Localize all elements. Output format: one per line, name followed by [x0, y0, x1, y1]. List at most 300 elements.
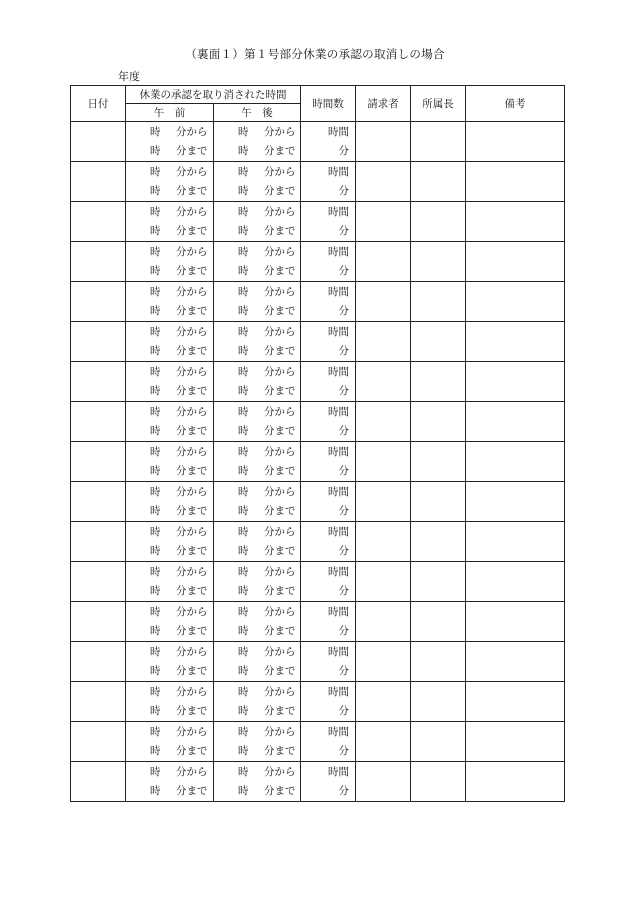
to-label: 分まで	[176, 304, 208, 317]
hour-label: 時	[150, 544, 161, 557]
to-label: 分まで	[264, 664, 296, 677]
pm-time-cell[interactable]	[214, 322, 301, 362]
minutes-unit: 分	[338, 704, 349, 717]
header-pm: 午 後	[214, 104, 301, 122]
hours-unit: 時間	[328, 285, 349, 298]
from-label: 分から	[264, 565, 296, 578]
hour-label: 時	[150, 224, 161, 237]
to-label: 分まで	[176, 504, 208, 517]
from-label: 分から	[264, 125, 296, 138]
pm-time-cell[interactable]	[214, 362, 301, 402]
date-cell[interactable]	[71, 322, 126, 362]
hour-label: 時	[150, 744, 161, 757]
to-label: 分まで	[176, 344, 208, 357]
header-remarks: 備考	[466, 86, 565, 122]
remarks-cell[interactable]	[466, 442, 565, 482]
header-date: 日付	[71, 86, 126, 122]
hour-label: 時	[238, 285, 249, 298]
from-label: 分から	[176, 365, 208, 378]
requester-cell[interactable]	[356, 482, 411, 522]
from-label: 分から	[264, 525, 296, 538]
to-label: 分まで	[264, 464, 296, 477]
requester-cell[interactable]	[356, 242, 411, 282]
am-time-cell[interactable]	[126, 122, 214, 162]
am-time-cell[interactable]	[126, 282, 214, 322]
duration-cell[interactable]	[301, 162, 356, 202]
hour-label: 時	[150, 184, 161, 197]
am-time-cell[interactable]	[126, 562, 214, 602]
from-label: 分から	[264, 765, 296, 778]
remarks-cell[interactable]	[466, 122, 565, 162]
hour-label: 時	[150, 304, 161, 317]
from-label: 分から	[264, 365, 296, 378]
am-time-cell[interactable]	[126, 602, 214, 642]
requester-cell[interactable]	[356, 762, 411, 802]
from-label: 分から	[176, 725, 208, 738]
to-label: 分まで	[176, 144, 208, 157]
minutes-unit: 分	[338, 224, 349, 237]
remarks-cell[interactable]	[466, 242, 565, 282]
to-label: 分まで	[264, 184, 296, 197]
to-label: 分まで	[264, 504, 296, 517]
date-cell[interactable]	[71, 242, 126, 282]
hour-label: 時	[238, 624, 249, 637]
hours-unit: 時間	[328, 165, 349, 178]
pm-time-cell[interactable]	[214, 562, 301, 602]
hour-label: 時	[238, 125, 249, 138]
chief-cell[interactable]	[411, 162, 466, 202]
hour-label: 時	[238, 205, 249, 218]
pm-time-cell[interactable]	[214, 282, 301, 322]
hour-label: 時	[238, 365, 249, 378]
table-row	[71, 602, 565, 642]
to-label: 分まで	[264, 384, 296, 397]
chief-cell[interactable]	[411, 682, 466, 722]
remarks-cell[interactable]	[466, 362, 565, 402]
hour-label: 時	[150, 704, 161, 717]
requester-cell[interactable]	[356, 322, 411, 362]
table-row	[71, 402, 565, 442]
requester-cell[interactable]	[356, 442, 411, 482]
hours-unit: 時間	[328, 365, 349, 378]
hour-label: 時	[150, 165, 161, 178]
duration-cell[interactable]	[301, 202, 356, 242]
to-label: 分まで	[176, 544, 208, 557]
hours-unit: 時間	[328, 685, 349, 698]
to-label: 分まで	[264, 344, 296, 357]
date-cell[interactable]	[71, 162, 126, 202]
from-label: 分から	[264, 605, 296, 618]
requester-cell[interactable]	[356, 682, 411, 722]
hour-label: 時	[238, 245, 249, 258]
hour-label: 時	[238, 264, 249, 277]
requester-cell[interactable]	[356, 642, 411, 682]
duration-cell[interactable]	[301, 282, 356, 322]
hour-label: 時	[238, 184, 249, 197]
chief-cell[interactable]	[411, 442, 466, 482]
pm-time-cell[interactable]	[214, 162, 301, 202]
duration-cell[interactable]	[301, 522, 356, 562]
hours-unit: 時間	[328, 765, 349, 778]
minutes-unit: 分	[338, 384, 349, 397]
hour-label: 時	[150, 405, 161, 418]
duration-cell[interactable]	[301, 682, 356, 722]
chief-cell[interactable]	[411, 282, 466, 322]
table-row	[71, 162, 565, 202]
table-row	[71, 362, 565, 402]
date-cell[interactable]	[71, 282, 126, 322]
pm-time-cell[interactable]	[214, 602, 301, 642]
remarks-cell[interactable]	[466, 602, 565, 642]
hour-label: 時	[238, 725, 249, 738]
pm-time-cell[interactable]	[214, 682, 301, 722]
to-label: 分まで	[264, 584, 296, 597]
from-label: 分から	[264, 685, 296, 698]
hour-label: 時	[238, 784, 249, 797]
remarks-cell[interactable]	[466, 482, 565, 522]
hour-label: 時	[238, 445, 249, 458]
am-time-cell[interactable]	[126, 162, 214, 202]
requester-cell[interactable]	[356, 522, 411, 562]
minutes-unit: 分	[338, 344, 349, 357]
hours-unit: 時間	[328, 125, 349, 138]
to-label: 分まで	[176, 224, 208, 237]
hour-label: 時	[238, 504, 249, 517]
from-label: 分から	[176, 485, 208, 498]
pm-time-cell[interactable]	[214, 122, 301, 162]
pm-time-cell[interactable]	[214, 722, 301, 762]
duration-cell[interactable]	[301, 722, 356, 762]
pm-time-cell[interactable]	[214, 442, 301, 482]
from-label: 分から	[264, 325, 296, 338]
remarks-cell[interactable]	[466, 762, 565, 802]
am-time-cell[interactable]	[126, 682, 214, 722]
hour-label: 時	[150, 765, 161, 778]
table-row	[71, 282, 565, 322]
hour-label: 時	[150, 624, 161, 637]
from-label: 分から	[264, 445, 296, 458]
hour-label: 時	[150, 525, 161, 538]
remarks-cell[interactable]	[466, 642, 565, 682]
hour-label: 時	[150, 285, 161, 298]
hours-unit: 時間	[328, 205, 349, 218]
requester-cell[interactable]	[356, 282, 411, 322]
remarks-cell[interactable]	[466, 202, 565, 242]
hour-label: 時	[150, 464, 161, 477]
header-chief: 所属長	[411, 86, 466, 122]
hour-label: 時	[150, 384, 161, 397]
duration-cell[interactable]	[301, 402, 356, 442]
remarks-cell[interactable]	[466, 722, 565, 762]
table-row	[71, 442, 565, 482]
from-label: 分から	[176, 765, 208, 778]
to-label: 分まで	[264, 264, 296, 277]
chief-cell[interactable]	[411, 522, 466, 562]
hour-label: 時	[238, 605, 249, 618]
pm-time-cell[interactable]	[214, 402, 301, 442]
date-cell[interactable]	[71, 522, 126, 562]
requester-cell[interactable]	[356, 402, 411, 442]
chief-cell[interactable]	[411, 402, 466, 442]
to-label: 分まで	[264, 624, 296, 637]
am-time-cell[interactable]	[126, 722, 214, 762]
hours-unit: 時間	[328, 525, 349, 538]
minutes-unit: 分	[338, 304, 349, 317]
pm-time-cell[interactable]	[214, 642, 301, 682]
to-label: 分まで	[176, 584, 208, 597]
requester-cell[interactable]	[356, 602, 411, 642]
from-label: 分から	[176, 285, 208, 298]
hour-label: 時	[150, 584, 161, 597]
date-cell[interactable]	[71, 642, 126, 682]
hour-label: 時	[150, 605, 161, 618]
hour-label: 時	[150, 325, 161, 338]
am-time-cell[interactable]	[126, 642, 214, 682]
to-label: 分まで	[264, 224, 296, 237]
date-cell[interactable]	[71, 122, 126, 162]
am-time-cell[interactable]	[126, 762, 214, 802]
chief-cell[interactable]	[411, 722, 466, 762]
hour-label: 時	[238, 584, 249, 597]
hours-unit: 時間	[328, 605, 349, 618]
to-label: 分まで	[176, 424, 208, 437]
from-label: 分から	[176, 205, 208, 218]
hour-label: 時	[238, 384, 249, 397]
minutes-unit: 分	[338, 264, 349, 277]
remarks-cell[interactable]	[466, 402, 565, 442]
to-label: 分まで	[176, 184, 208, 197]
duration-cell[interactable]	[301, 562, 356, 602]
requester-cell[interactable]	[356, 362, 411, 402]
to-label: 分まで	[176, 784, 208, 797]
hours-unit: 時間	[328, 725, 349, 738]
from-label: 分から	[176, 125, 208, 138]
header-am: 午 前	[126, 104, 214, 122]
hour-label: 時	[238, 525, 249, 538]
hour-label: 時	[150, 485, 161, 498]
form-title: （裏面１）第１号部分休業の承認の取消しの場合	[185, 47, 445, 61]
hour-label: 時	[238, 144, 249, 157]
hour-label: 時	[150, 784, 161, 797]
to-label: 分まで	[176, 664, 208, 677]
pm-time-cell[interactable]	[214, 202, 301, 242]
chief-cell[interactable]	[411, 762, 466, 802]
hours-unit: 時間	[328, 485, 349, 498]
duration-cell[interactable]	[301, 122, 356, 162]
hour-label: 時	[150, 144, 161, 157]
from-label: 分から	[176, 525, 208, 538]
duration-cell[interactable]	[301, 362, 356, 402]
hour-label: 時	[150, 365, 161, 378]
hours-unit: 時間	[328, 565, 349, 578]
table-row	[71, 482, 565, 522]
to-label: 分まで	[264, 304, 296, 317]
chief-cell[interactable]	[411, 362, 466, 402]
minutes-unit: 分	[338, 544, 349, 557]
date-cell[interactable]	[71, 762, 126, 802]
hour-label: 時	[150, 125, 161, 138]
date-cell[interactable]	[71, 602, 126, 642]
to-label: 分まで	[176, 704, 208, 717]
date-cell[interactable]	[71, 402, 126, 442]
chief-cell[interactable]	[411, 122, 466, 162]
duration-cell[interactable]	[301, 482, 356, 522]
table-row	[71, 562, 565, 602]
to-label: 分まで	[264, 704, 296, 717]
chief-cell[interactable]	[411, 562, 466, 602]
hour-label: 時	[150, 245, 161, 258]
to-label: 分まで	[176, 264, 208, 277]
remarks-cell[interactable]	[466, 162, 565, 202]
cancellation-record-table	[70, 85, 565, 802]
hours-unit: 時間	[328, 405, 349, 418]
from-label: 分から	[176, 445, 208, 458]
from-label: 分から	[176, 405, 208, 418]
duration-cell[interactable]	[301, 322, 356, 362]
date-cell[interactable]	[71, 362, 126, 402]
to-label: 分まで	[264, 424, 296, 437]
hour-label: 時	[150, 645, 161, 658]
hour-label: 時	[238, 325, 249, 338]
pm-time-cell[interactable]	[214, 522, 301, 562]
hour-label: 時	[150, 264, 161, 277]
hour-label: 時	[150, 424, 161, 437]
minutes-unit: 分	[338, 144, 349, 157]
table-row	[71, 322, 565, 362]
hour-label: 時	[238, 165, 249, 178]
am-time-cell[interactable]	[126, 402, 214, 442]
hour-label: 時	[150, 344, 161, 357]
remarks-cell[interactable]	[466, 282, 565, 322]
am-time-cell[interactable]	[126, 202, 214, 242]
from-label: 分から	[176, 325, 208, 338]
to-label: 分まで	[264, 544, 296, 557]
from-label: 分から	[264, 165, 296, 178]
chief-cell[interactable]	[411, 642, 466, 682]
to-label: 分まで	[264, 144, 296, 157]
remarks-cell[interactable]	[466, 562, 565, 602]
to-label: 分まで	[176, 384, 208, 397]
date-cell[interactable]	[71, 482, 126, 522]
hour-label: 時	[238, 645, 249, 658]
hour-label: 時	[238, 544, 249, 557]
date-cell[interactable]	[71, 562, 126, 602]
fiscal-year-label: 年度	[118, 70, 140, 83]
hour-label: 時	[150, 445, 161, 458]
to-label: 分まで	[264, 784, 296, 797]
table-row	[71, 122, 565, 162]
hours-unit: 時間	[328, 325, 349, 338]
pm-time-cell[interactable]	[214, 242, 301, 282]
hour-label: 時	[150, 685, 161, 698]
hour-label: 時	[238, 685, 249, 698]
duration-cell[interactable]	[301, 642, 356, 682]
requester-cell[interactable]	[356, 162, 411, 202]
hour-label: 時	[150, 664, 161, 677]
from-label: 分から	[176, 645, 208, 658]
header-duration: 時間数	[301, 86, 356, 122]
hour-label: 時	[238, 485, 249, 498]
to-label: 分まで	[176, 464, 208, 477]
from-label: 分から	[176, 605, 208, 618]
hour-label: 時	[238, 424, 249, 437]
from-label: 分から	[176, 165, 208, 178]
minutes-unit: 分	[338, 624, 349, 637]
duration-cell[interactable]	[301, 242, 356, 282]
minutes-unit: 分	[338, 464, 349, 477]
pm-time-cell[interactable]	[214, 762, 301, 802]
remarks-cell[interactable]	[466, 522, 565, 562]
am-time-cell[interactable]	[126, 242, 214, 282]
table-row	[71, 242, 565, 282]
remarks-cell[interactable]	[466, 682, 565, 722]
date-cell[interactable]	[71, 722, 126, 762]
hours-unit: 時間	[328, 445, 349, 458]
date-cell[interactable]	[71, 202, 126, 242]
hour-label: 時	[238, 765, 249, 778]
requester-cell[interactable]	[356, 122, 411, 162]
from-label: 分から	[264, 285, 296, 298]
date-cell[interactable]	[71, 442, 126, 482]
hour-label: 時	[238, 405, 249, 418]
table-row	[71, 202, 565, 242]
am-time-cell[interactable]	[126, 362, 214, 402]
duration-cell[interactable]	[301, 602, 356, 642]
minutes-unit: 分	[338, 744, 349, 757]
from-label: 分から	[264, 725, 296, 738]
requester-cell[interactable]	[356, 722, 411, 762]
chief-cell[interactable]	[411, 202, 466, 242]
to-label: 分まで	[264, 744, 296, 757]
hour-label: 時	[238, 664, 249, 677]
from-label: 分から	[176, 685, 208, 698]
minutes-unit: 分	[338, 504, 349, 517]
hours-unit: 時間	[328, 245, 349, 258]
duration-cell[interactable]	[301, 762, 356, 802]
table-row	[71, 522, 565, 562]
hours-unit: 時間	[328, 645, 349, 658]
minutes-unit: 分	[338, 664, 349, 677]
duration-cell[interactable]	[301, 442, 356, 482]
requester-cell[interactable]	[356, 562, 411, 602]
chief-cell[interactable]	[411, 242, 466, 282]
hour-label: 時	[150, 205, 161, 218]
minutes-unit: 分	[338, 424, 349, 437]
to-label: 分まで	[176, 624, 208, 637]
header-requester: 請求者	[356, 86, 411, 122]
pm-time-cell[interactable]	[214, 482, 301, 522]
chief-cell[interactable]	[411, 482, 466, 522]
hour-label: 時	[238, 565, 249, 578]
am-time-cell[interactable]	[126, 522, 214, 562]
requester-cell[interactable]	[356, 202, 411, 242]
from-label: 分から	[264, 205, 296, 218]
remarks-cell[interactable]	[466, 322, 565, 362]
chief-cell[interactable]	[411, 322, 466, 362]
date-cell[interactable]	[71, 682, 126, 722]
minutes-unit: 分	[338, 184, 349, 197]
from-label: 分から	[264, 645, 296, 658]
header-cancelled-time: 休業の承認を取り消された時間	[126, 86, 301, 104]
chief-cell[interactable]	[411, 602, 466, 642]
am-time-cell[interactable]	[126, 482, 214, 522]
hour-label: 時	[150, 725, 161, 738]
hour-label: 時	[238, 224, 249, 237]
am-time-cell[interactable]	[126, 322, 214, 362]
am-time-cell[interactable]	[126, 442, 214, 482]
from-label: 分から	[176, 565, 208, 578]
from-label: 分から	[264, 245, 296, 258]
